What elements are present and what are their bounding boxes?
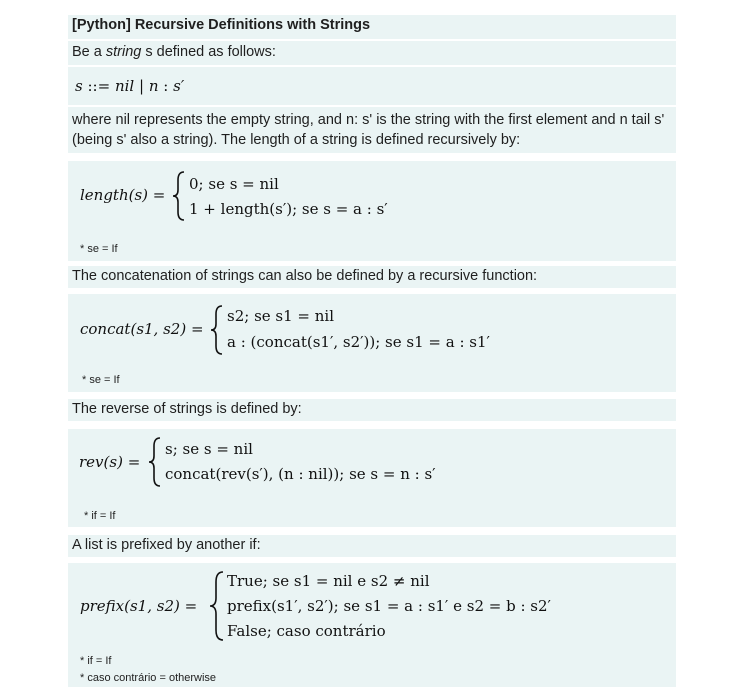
concat-intro: The concatenation of strings can also be defined by a recursive function: [72, 268, 538, 284]
prefix-lhs: prefix(s1, s2) = [80, 597, 198, 615]
grammar-formula: s ::= nil | n : s′ [75, 77, 185, 95]
rev-brace [148, 436, 162, 488]
concat-lhs: concat(s1, s2) = [80, 320, 204, 338]
concat-note: * se = If [82, 374, 120, 386]
prefix-case-2: prefix(s1′, s2′); se s1 = a : s1′ e s2 = b : s2′ [227, 597, 551, 615]
length-brace [172, 170, 186, 222]
prefix-intro: A list is prefixed by another if: [72, 537, 261, 553]
length-note: * se = If [80, 243, 118, 255]
rev-lhs: rev(s) = [79, 453, 141, 471]
prefix-case-1: True; se s1 = nil e s2 ≠ nil [227, 572, 430, 590]
concat-brace [210, 304, 224, 356]
rev-case-2: concat(rev(s′), (n : nil)); se s = n : s′ [165, 465, 436, 483]
concat-case-2: a : (concat(s1′, s2′)); se s1 = a : s1′ [227, 333, 490, 351]
prefix-case-3: False; caso contrário [227, 622, 386, 640]
page-title: [Python] Recursive Definitions with Strings [72, 17, 371, 33]
prefix-brace [209, 570, 225, 642]
rev-note: * if = If [84, 510, 116, 522]
concat-case-1: s2; se s1 = nil [227, 307, 335, 325]
where-text-line1: where nil represents the empty string, and n: s' is the string with the first element and n tail s' [72, 112, 665, 128]
prefix-note-2: * caso contrário = otherwise [80, 672, 217, 684]
rev-case-1: s; se s = nil [165, 440, 253, 458]
where-text-line2: (being s' also a string). The length of a string is defined recursively by: [72, 132, 521, 148]
length-lhs: length(s) = [80, 186, 166, 204]
intro-text: Be a string s defined as follows: [72, 44, 276, 60]
length-case-2: 1 + length(s′); se s = a : s′ [189, 200, 388, 218]
prefix-note-1: * if = If [80, 655, 112, 667]
length-case-1: 0; se s = nil [189, 175, 279, 193]
rev-intro: The reverse of strings is defined by: [72, 401, 302, 417]
